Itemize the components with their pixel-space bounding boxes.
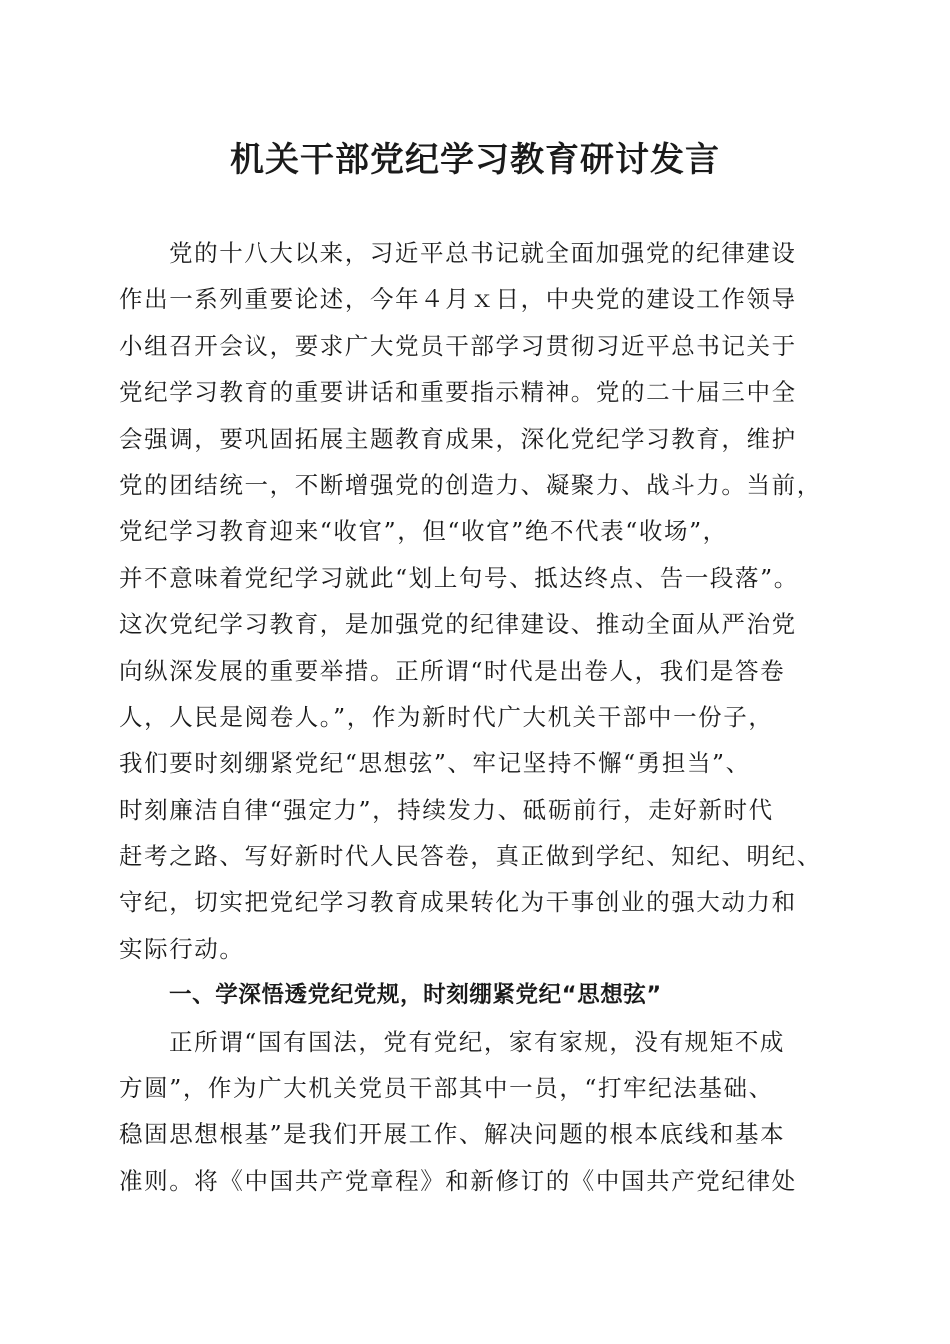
paragraph-line: 小组召开会议，要求广大党员干部学习贯彻习近平总书记关于 bbox=[119, 331, 797, 360]
paragraph-line: 作出一系列重要论述，今年４月ｘ日，中央党的建设工作领导 bbox=[119, 285, 797, 314]
paragraph-line: 时刻廉洁自律“强定力”，持续发力、砥砺前行，走好新时代 bbox=[119, 795, 774, 824]
paragraph-line: 党的团结统一，不断增强党的创造力、凝聚力、战斗力。当前， bbox=[119, 470, 822, 499]
paragraph-line: 准则。将《中国共产党章程》和新修订的《中国共产党纪律处 bbox=[119, 1166, 797, 1195]
paragraph-line: 会强调，要巩固拓展主题教育成果，深化党纪学习教育，维护 bbox=[119, 424, 797, 453]
paragraph-line: 我们要时刻绷紧党纪“思想弦”、牢记坚持不懈“勇担当”、 bbox=[119, 749, 751, 778]
paragraph-line: 方圆”，作为广大机关党员干部其中一员，“打牢纪法基础、 bbox=[119, 1074, 774, 1103]
paragraph-line: 向纵深发展的重要举措。正所谓“时代是出卷人，我们是答卷 bbox=[119, 656, 786, 685]
paragraph-line: 党纪学习教育的重要讲话和重要指示精神。党的二十届三中全 bbox=[119, 378, 797, 407]
paragraph-line: 稳固思想根基”是我们开展工作、解决问题的根本底线和基本 bbox=[119, 1120, 786, 1149]
paragraph-line: 党的十八大以来，习近平总书记就全面加强党的纪律建设 bbox=[169, 239, 797, 267]
paragraph-line: 守纪，切实把党纪学习教育成果转化为干事创业的强大动力和 bbox=[119, 888, 797, 917]
paragraph-line: 党纪学习教育迎来“收官”，但“收官”绝不代表“收场”， bbox=[119, 517, 728, 546]
document-title: 机关干部党纪学习教育研讨发言 bbox=[230, 140, 720, 180]
paragraph-line: 并不意味着党纪学习就此“划上句号、抵达终点、告一段落”。 bbox=[119, 563, 799, 592]
document-body bbox=[119, 230, 839, 1204]
paragraph-line: 实际行动。 bbox=[119, 934, 245, 963]
paragraph-line: 这次党纪学习教育，是加强党的纪律建设、推动全面从严治党 bbox=[119, 610, 797, 639]
paragraph-line: 赶考之路、写好新时代人民答卷，真正做到学纪、知纪、明纪、 bbox=[119, 842, 822, 871]
paragraph-line: 人，人民是阅卷人。”，作为新时代广大机关干部中一份子， bbox=[119, 702, 774, 731]
paragraph-line: 正所谓“国有国法，党有党纪，家有家规，没有规矩不成 bbox=[169, 1027, 786, 1056]
section-heading: 一、学深悟透党纪党规，时刻绷紧党纪“思想弦” bbox=[169, 982, 662, 1009]
